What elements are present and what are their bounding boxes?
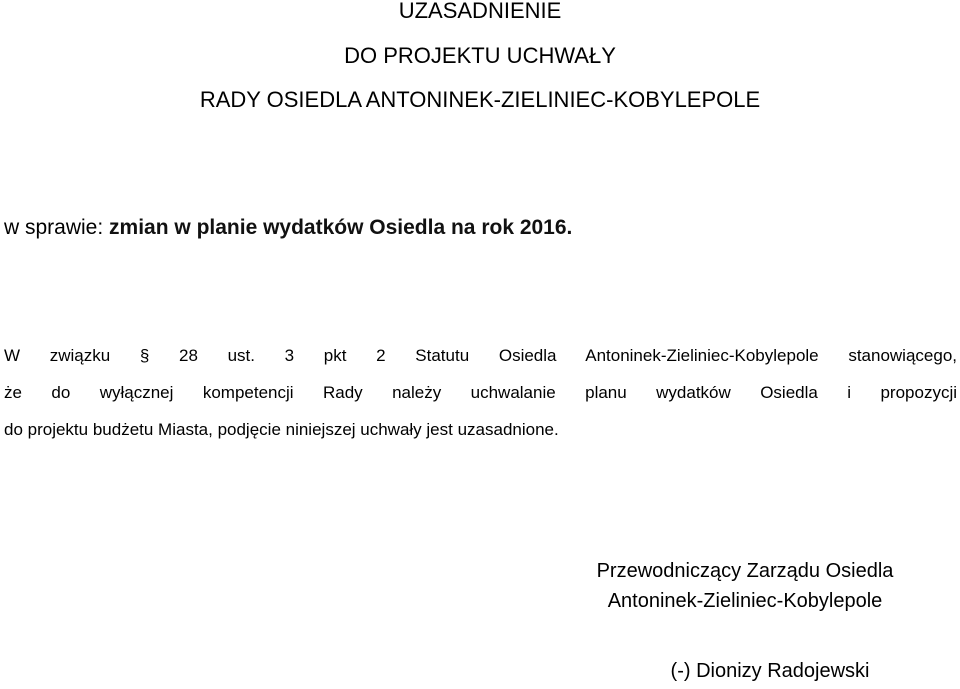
signature-name: (-) Dionizy Radojewski xyxy=(670,660,870,682)
subject-line xyxy=(4,216,572,240)
document-subtitle: DO PROJEKTU UCHWAŁY xyxy=(344,43,616,68)
signature-block xyxy=(560,556,930,616)
council-name: RADY OSIEDLA ANTONINEK-ZIELINIEC-KOBYLEPOLE xyxy=(199,87,761,112)
body-line-1: W związku § 28 ust. 3 pkt 2 Statutu Osiedla Antoninek-Zieliniec-Kobylepole stanowiącego, xyxy=(4,346,957,365)
signature-unit: Antoninek-Zieliniec-Kobylepole xyxy=(607,590,883,612)
document-title: UZASADNIENIE xyxy=(398,0,562,23)
subject-label: w sprawie: xyxy=(4,216,104,239)
signature-role: Przewodniczący Zarządu Osiedla xyxy=(596,560,894,582)
subject-value: zmian w planie wydatków Osiedla na rok 2016. xyxy=(109,216,573,239)
body-line-3: do projektu budżetu Miasta, podjęcie niniejszej uchwały jest uzasadnione. xyxy=(4,420,559,439)
body-line-2: że do wyłącznej kompetencji Rady należy uchwalanie planu wydatków Osiedla i propozycji xyxy=(4,383,957,402)
